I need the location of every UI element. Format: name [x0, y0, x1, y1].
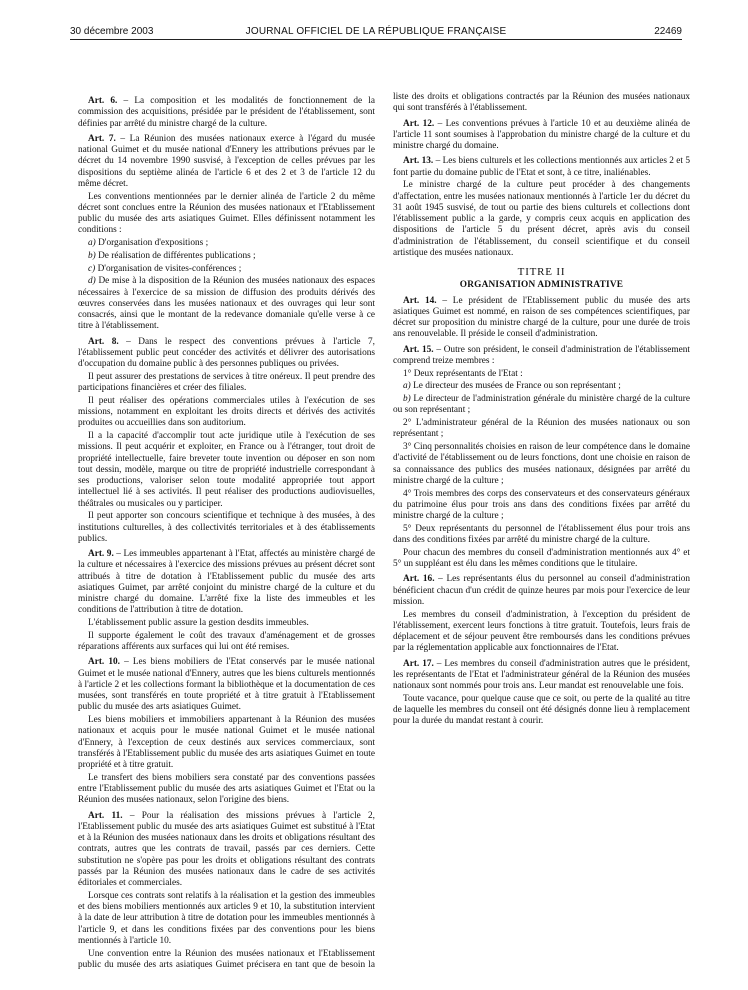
paragraph-text: Toute vacance, pour quelque cause que ce soit, ou perte de la qualité au titre de laquelle les membres du conseil ont été désignés donne lieu à remplacement pour la durée du mandat restant à courir.	[393, 693, 690, 727]
paragraph-text: Une convention entre la Réunion des musées nationaux et l'Etablissement public du musée des arts asiatiques Guimet précisera en tant que de besoin la liste des droits et obligations contractés par la Réunion des musées nationaux qui sont transférés à l'établissement.	[78, 92, 690, 970]
article-paragraph: Art. 11. – Pour la réalisation des missions prévues à l'article 2, l'Etablissement public du musée des arts asiatiques Guimet est substitué à l'Etat et à la Réunion des musées nationaux dans les droits et obligations résultant des contrats, autres que les contrats de travail, passés par ces derniers. Cette substitution ne s'opère pas pour les droits et obligations résultant des contrats passés par la Réunion des musées nationaux dans le cadre de ses activités éditoriales et commerciales.	[78, 810, 375, 888]
paragraph-text: Le président de l'Etablissement public du musée des arts asiatiques Guimet est nommé, en raison de ses compétences scientifiques, par décret sur proposition du ministre chargé de la culture, pour une durée de trois ans renouvelable. Il préside le conseil d'administration.	[393, 295, 690, 340]
article-paragraph: Art. 12. – Les conventions prévues à l'article 10 et au deuxième alinéa de l'article 11 sont soumises à l'approbation du ministre chargé de la culture et du ministre chargé du domaine.	[393, 118, 690, 151]
paragraph-text: Dans le respect des conventions prévues à l'article 7, l'établissement public peut concéder des activités et délivrer des autorisations d'occupation du domaine public à des personnes publiques ou privées.	[78, 336, 375, 369]
body-paragraph	[78, 773, 375, 807]
body-paragraph	[393, 610, 690, 655]
paragraph-text: Les conventions prévues à l'article 10 et au deuxième alinéa de l'article 11 sont soumises à l'approbation du ministre chargé de la culture et du ministre chargé du domaine.	[393, 118, 690, 151]
article-label: Art. 10.	[88, 657, 120, 668]
article-label: Art. 17.	[403, 658, 434, 669]
article-paragraph: Art. 15. – Outre son président, le conseil d'administration de l'établissement comprend treize membres :	[393, 344, 690, 366]
article-paragraph: Art. 13. – Les biens culturels et les collections mentionnés aux articles 2 et 5 font partie du domaine public de l'Etat et sont, à ce titre, inaliénables.	[393, 156, 690, 178]
paragraph-text: Le directeur de l'administration générale du ministère chargé de la culture ou son représentant ;	[393, 394, 690, 416]
body-paragraph	[78, 631, 375, 654]
list-item	[78, 238, 375, 249]
list-item	[78, 251, 375, 262]
paragraph-text: 1° Deux représentants de l'Etat :	[403, 368, 523, 379]
paragraph-text: D'organisation de visites-conférences ;	[97, 263, 242, 274]
paragraph-text: Le directeur des musées de France ou son représentant ;	[413, 381, 621, 392]
paragraph-text: Outre son président, le conseil d'administration de l'établissement comprend treize membres :	[393, 344, 690, 366]
article-label: Art. 16.	[403, 574, 435, 585]
paragraph-text: Les biens mobiliers de l'Etat conservés par le musée national Guimet et le musée national d'Ennery, autres que les biens culturels mentionnés à l'article 2 et les collections formant la bibliothèque et la documentation de ces musées, sont transférés en toute propriété et à titre gratuit à l'Etablissement public du musée des arts asiatiques Guimet.	[78, 657, 375, 713]
paragraph-text: Il peut apporter son concours scientifique et technique à des musées, à des institutions culturelles, à des collectivités territoriales et à des établissements publics.	[78, 511, 375, 544]
paragraph-text: L'établissement public assure la gestion desdits immeubles.	[88, 618, 309, 628]
issue-date: 30 décembre 2003	[70, 26, 154, 37]
article-paragraph: Art. 17. – Les membres du conseil d'administration autres que le président, les représentants de l'Etat et l'administrateur général de la Réunion des musées nationaux sont nommés pour trois ans. Leur mandat est renouvelable une fois.	[393, 658, 690, 691]
body-paragraph	[78, 891, 375, 947]
paragraph-text: D'organisation d'expositions ;	[98, 238, 209, 248]
list-item	[393, 394, 690, 417]
paragraph-text: 2° L'administrateur général de la Réunion des musées nationaux ou son représentant ;	[393, 418, 690, 440]
two-column-body	[78, 92, 690, 972]
body-paragraph	[393, 180, 690, 259]
list-item	[78, 276, 375, 332]
paragraph-text: Les conventions mentionnées par le dernier alinéa de l'article 2 du même décret sont conclues entre la Réunion des musées nationaux et l'Etablissement public du musée des arts asiatiques Guimet. Elles définissent notamment les conditions :	[78, 191, 375, 236]
list-item-letter: a)	[88, 238, 96, 248]
section-title: TITRE II	[517, 266, 566, 278]
paragraph-text: Il peut assurer des prestations de services à titre onéreux. Il peut prendre des participations financières et créer des filiales.	[78, 371, 375, 393]
paragraph-text: Les immeubles appartenant à l'Etat, affectés au ministère chargé de la culture et nécessaires à l'exercice des missions prévues au présent décret sont attribués à titre de dotation à l'Etablissement public du musée des arts asiatiques Guimet, par arrêté conjoint du ministre chargé de la culture et du ministre chargé du domaine. L'arrêté fixe la liste des immeubles et les conditions de l'attribution à titre de dotation.	[78, 549, 375, 616]
paragraph-text: 5° Deux représentants du personnel de l'établissement élus pour trois ans dans des conditions fixées par arrêté du ministre chargé de la culture.	[393, 523, 690, 545]
article-label: Art. 12.	[403, 118, 435, 129]
article-paragraph: Art. 16. – Les représentants élus du personnel au conseil d'administration bénéficient chacun d'un crédit de quinze heures par mois pour l'exercice de leur mission.	[393, 574, 690, 607]
article-paragraph: Art. 9. – Les immeubles appartenant à l'Etat, affectés au ministère chargé de la culture et nécessaires à l'exercice des missions prévues au présent décret sont attribués à titre de dotation à l'Etablissement public du musée des arts asiatiques Guimet, par arrêté conjoint du ministre chargé de la culture et du ministre chargé du domaine. L'arrêté fixe la liste des immeubles et les conditions de l'attribution à titre de dotation.	[78, 549, 375, 616]
body-paragraph	[393, 369, 690, 380]
article-label: Art. 6.	[88, 96, 118, 106]
body-paragraph	[78, 715, 375, 771]
paragraph-text: Il peut réaliser des opérations commerciales utiles à l'exécution de ses missions, notamment en exploitant les droits directs et dérivés des activités produites ou accueillies dans son auditorium.	[78, 395, 375, 429]
list-item-letter: b)	[88, 250, 96, 261]
paragraph-text: 3° Cinq personnalités choisies en raison de leur compétence dans le domaine d'activité de l'établissement ou de leurs fonctions, dont une choisie en raison de sa connaissance des publics des musées nationaux, désignées par arrêté du ministre chargé de la culture ;	[393, 442, 690, 486]
body-paragraph	[393, 694, 690, 728]
paragraph-text: Le ministre chargé de la culture peut procéder à des changements d'affectation, entre les musées nationaux mentionnés à l'article 1er du décret du 31 août 1945 susvisé, de tout ou partie des biens culturels et collections dont l'établissement public a la garde, y compris ceux acquis en application des dispositions de l'article 5 du présent décret, après avis du conseil d'administration de l'établissement, du conseil scientifique et du conseil artistique des musées nationaux.	[393, 180, 690, 258]
list-item-letter: a)	[403, 381, 411, 392]
paragraph-text: Les membres du conseil d'administration autres que le président, les représentants de l'Etat et l'administrateur général de la Réunion des musées nationaux sont nommés pour trois ans. Leur mandat est renouvelable une fois.	[393, 658, 690, 691]
article-paragraph: Art. 8. – Dans le respect des conventions prévues à l'article 7, l'établissement public peut concéder des activités et délivrer des autorisations d'occupation du domaine public à des personnes publiques ou privées.	[78, 336, 375, 369]
body-paragraph	[78, 192, 375, 237]
section-subtitle: ORGANISATION ADMINISTRATIVE	[459, 280, 624, 291]
article-label: Art. 9.	[88, 549, 114, 559]
body-paragraph	[393, 524, 690, 547]
article-paragraph: Art. 7. – La Réunion des musées nationaux exerce à l'égard du musée national Guimet et du musée national d'Ennery les attributions prévues par le décret du 14 novembre 1990 susvisé, à l'exception de celles prévues par les dispositions du septième alinéa de l'article 6 et des 2 et 3 de l'article 12 du même décret.	[78, 133, 376, 189]
running-header	[70, 24, 682, 40]
body-paragraph	[393, 418, 690, 441]
paragraph-text: Pour chacun des membres du conseil d'administration mentionnés aux 4° et 5° un suppléant est élu dans les mêmes conditions que le titulaire.	[393, 547, 690, 569]
body-paragraph	[393, 489, 690, 523]
article-paragraph: Art. 10. – Les biens mobiliers de l'Etat conservés par le musée national Guimet et le musée national d'Ennery, autres que les biens culturels mentionnés à l'article 2 et les collections formant la bibliothèque et la documentation de ces musées, sont transférés en toute propriété et à titre gratuit à l'Etablissement public du musée des arts asiatiques Guimet.	[78, 657, 375, 713]
body-paragraph	[78, 372, 375, 395]
article-label: Art. 7.	[88, 133, 116, 144]
paragraph-text: Les représentants élus du personnel au conseil d'administration bénéficient chacun d'un crédit de quinze heures par mois pour l'exercice de leur mission.	[393, 574, 690, 607]
paragraph-text: Il supporte également le coût des travaux d'aménagement et de grosses réparations afférents aux surfaces qui lui ont été remises.	[78, 630, 375, 652]
paragraph-text: Lorsque ces contrats sont relatifs à la réalisation et la gestion des immeubles et des biens mobiliers mentionnés aux articles 9 et 10, la substitution intervient à la date de leur attribution à titre de dotation pour les immeubles mentionnés à l'article 9, et dans les conditions fixées par des conventions pour les biens mentionnés à l'article 10.	[78, 890, 375, 946]
list-item-letter: c)	[88, 263, 96, 274]
paragraph-text: La composition et les modalités de fonctionnement de la commission des acquisitions, présidée par le président de l'établissement, sont définies par arrêté du ministre chargé de la culture.	[78, 96, 376, 129]
article-label: Art. 8.	[88, 336, 119, 347]
article-paragraph: Art. 14. – Le président de l'Etablissement public du musée des arts asiatiques Guimet est nommé, en raison de ses compétences scientifiques, par décret sur proposition du ministre chargé de la culture, pour une durée de trois ans renouvelable. Il préside le conseil d'administration.	[393, 295, 690, 340]
list-item	[393, 381, 690, 392]
body-paragraph	[393, 442, 690, 487]
journal-title: JOURNAL OFFICIEL DE LA RÉPUBLIQUE FRANÇAISE	[245, 26, 507, 37]
header-rule	[70, 39, 682, 40]
paragraph-text: Le transfert des biens mobiliers sera constaté par des conventions passées entre l'Etablissement public du musée des arts asiatiques Guimet et l'Etat ou la Réunion des musées nationaux, selon l'origine des biens.	[78, 772, 375, 806]
paragraph-text: Les membres du conseil d'administration, à l'exception du président de l'établissement, exercent leurs fonctions à titre gratuit. Toutefois, leurs frais de déplacement et de séjour peuvent être remboursés dans les conditions prévues par la réglementation applicable aux fonctionnaires de l'Etat.	[393, 609, 690, 654]
body-paragraph	[78, 618, 375, 629]
body-paragraph	[393, 548, 690, 571]
article-label: Art. 14.	[403, 295, 437, 306]
paragraph-text: Les biens culturels et les collections mentionnés aux articles 2 et 5 font partie du domaine public de l'Etat et sont, à ce titre, inaliénables.	[393, 156, 690, 178]
paragraph-text: La Réunion des musées nationaux exerce à l'égard du musée national Guimet et du musée national d'Ennery les attributions prévues par le décret du 14 novembre 1990 susvisé, à l'exception de celles prévues par les dispositions du septième alinéa de l'article 6 et des 2 et 3 de l'article 12 du même décret.	[78, 133, 376, 189]
paragraph-text: Pour la réalisation des missions prévues à l'article 2, l'Etablissement public du musée des arts asiatiques Guimet est substitué à l'Etat et à la Réunion des musées nationaux dans les droits et obligations résultant des contrats, autres que les contrats de travail, passés par ces derniers. Cette substitution ne s'opère pas pour les droits et obligations résultant des contrats passés par la Réunion des musées nationaux dans le cadre de ses activités éditoriales et commerciales.	[78, 810, 375, 888]
list-item-letter: b)	[403, 394, 411, 404]
paragraph-text: De réalisation de différentes publications ;	[98, 250, 256, 261]
article-label: Art. 11.	[88, 810, 123, 821]
article-label: Art. 15.	[403, 344, 434, 355]
paragraph-text: De mise à la disposition de la Réunion des musées nationaux des espaces nécessaires à l'exercice de sa mission de diffusion des produits dérivés des œuvres conservées dans les musées nationaux et des ouvrages qui leur sont consacrés, ainsi que le montant de la redevance domaniale qu'elle verse à ce titre à l'établissement.	[78, 276, 375, 332]
body-paragraph	[78, 511, 375, 545]
article-paragraph: Art. 6. – La composition et les modalités de fonctionnement de la commission des acquisitions, présidée par le président de l'établissement, sont définies par arrêté du ministre chargé de la culture.	[78, 96, 376, 129]
list-item-letter: d)	[88, 276, 96, 287]
paragraph-text: 4° Trois membres des corps des conservateurs et des conservateurs généraux du patrimoine élus pour trois ans dans des conditions fixées par arrêté du ministre chargé de la culture ;	[393, 488, 690, 521]
body-paragraph	[78, 396, 375, 430]
body-paragraph	[78, 431, 375, 510]
page-number: 22469	[654, 26, 682, 37]
article-label: Art. 13.	[403, 156, 434, 167]
paragraph-text: Il a la capacité d'accomplir tout acte juridique utile à l'exécution de ses missions. Il peut acquérir et exploiter, en France ou à l'étranger, tout droit de propriété intellectuelle, faire breveter toute invention ou déposer en son nom tout dessin, modèle, marque ou titre de propriété industrielle correspondant à ses productions, valoriser selon toute modalité appropriée tout apport intellectuel lié à ses activités. Il peut réaliser des productions audiovisuelles, théâtrales ou musicales ou y participer.	[78, 431, 375, 509]
list-item	[78, 264, 375, 275]
paragraph-text: Les biens mobiliers et immobiliers appartenant à la Réunion des musées nationaux et acquis pour le musée national Guimet et le musée national d'Ennery, à l'exception de ceux destinés aux services commerciaux, sont transférés à l'Etablissement public du musée des arts asiatiques Guimet en toute propriété et à titre gratuit.	[78, 715, 375, 770]
